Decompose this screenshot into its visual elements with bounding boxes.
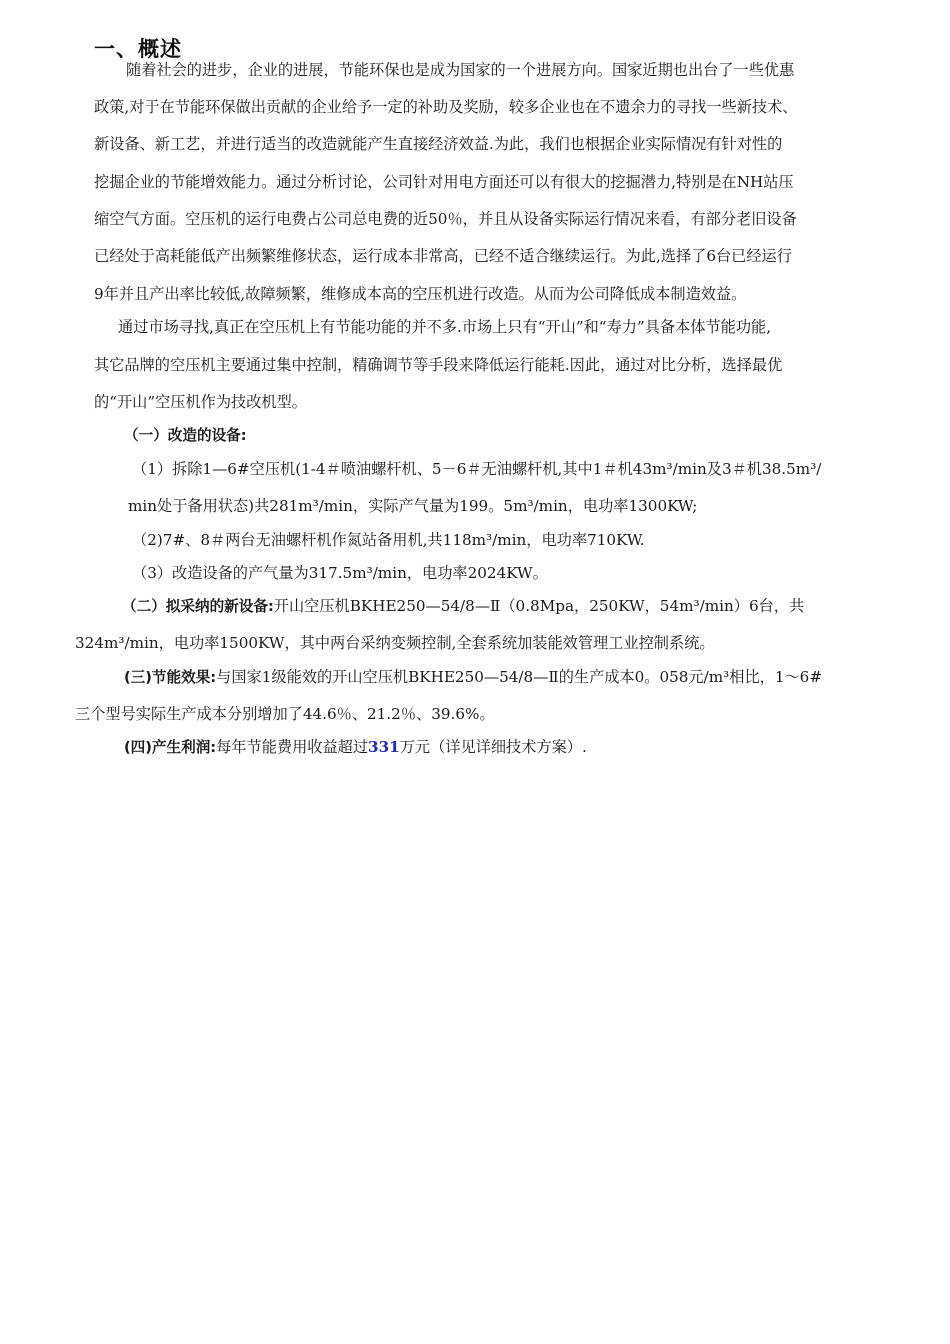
subsection-title-3: (三)节能效果: [124,669,217,686]
paragraph-line: 324m³/min，电功率1500KW，其中两台采纳变频控制,全套系统加装能效管理工业控制系统。 [75,634,715,652]
subsection-text: 开山空压机BKHE250—54/8—Ⅱ（0.8Mpa，250KW，54m³/min）6台，共 [273,597,805,615]
paragraph-line: 的“开山”空压机作为技改机型。 [94,393,307,411]
subsection-text: 与国家1级能效的开山空压机BKHE250—54/8—Ⅱ的生产成本0。058元/m³相比，1～6# [216,668,823,686]
list-item: （3）改造设备的产气量为317.5m³/min，电功率2024KW。 [132,564,548,582]
subsection-title-4: (四)产生利润: [124,739,217,756]
subsection-title-1: （一）改造的设备: [124,427,247,444]
profit-value: 331 [368,738,400,756]
paragraph-line: 9年并且产出率比较低,故障频繁，维修成本高的空压机进行改造。从而为公司降低成本制造效益。 [94,285,747,303]
paragraph-line: 缩空气方面。空压机的运行电费占公司总电费的近50％，并且从设备实际运行情况来看，有部分老旧设备 [94,210,797,228]
profit-text-prefix: 每年节能费用收益超过 [216,738,369,756]
paragraph-line: 随着社会的进步，企业的进展，节能环保也是成为国家的一个进展方向。国家近期也出台了一些优惠 [126,61,795,79]
paragraph-line: 挖掘企业的节能增效能力。通过分析讨论，公司针对用电方面还可以有很大的挖掘潜力,特别是在NH站压 [94,173,794,191]
paragraph-line: 通过市场寻找,真正在空压机上有节能功能的并不多.市场上只有“开山”和“寿力”具备本体节能功能, [118,318,772,336]
paragraph-line: 新设备、新工艺，并进行适当的改造就能产生直接经济效益.为此，我们也根据企业实际情况有针对性的 [94,135,783,153]
paragraph-line: 三个型号实际生产成本分别增加了44.6％、21.2％、39.6%。 [75,705,495,723]
subsection-title-2: （二）拟采纳的新设备: [122,598,274,615]
paragraph-line: 其它品牌的空压机主要通过集中控制，精确调节等手段来降低运行能耗.因此，通过对比分析，选择最优 [94,356,783,374]
profit-text-suffix: 万元（详见详细技术方案）. [399,738,587,756]
subsection-4-line [124,737,587,758]
subsection-3-line [124,667,822,688]
section-heading: 一、概述 [94,37,182,61]
paragraph-line: 已经处于高耗能低产出频繁维修状态，运行成本非常高，已经不适合继续运行。为此,选择了6台已经运行 [94,247,792,265]
subsection-2-line [122,596,804,617]
list-item: （1）拆除1—6#空压机(1-4＃喷油螺杆机、5－6＃无油螺杆机,其中1＃机43m³/min及3＃机38.5m³/ [132,460,822,478]
list-item: min处于备用状态)共281m³/min，实际产气量为199。5m³/min，电功率1300KW; [128,497,698,515]
paragraph-line: 政策,对于在节能环保做出贡献的企业给予一定的补助及奖励，较多企业也在不遗余力的寻找一些新技术、 [94,98,798,116]
list-item: （2)7#、8＃两台无油螺杆机作氮站备用机,共118m³/min，电功率710KW. [132,531,645,549]
